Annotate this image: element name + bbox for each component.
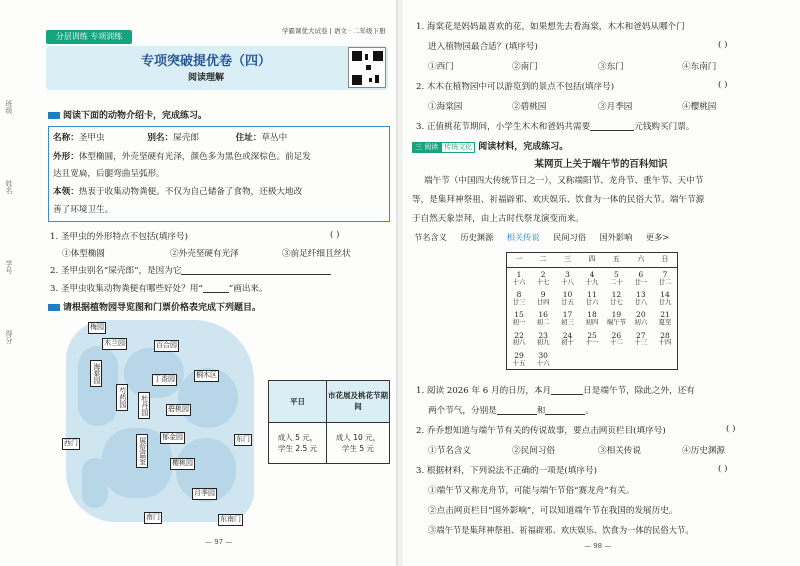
nav-item-customs[interactable]: 民间习俗: [553, 232, 586, 242]
calendar-weekday: 三: [555, 253, 579, 268]
question-2: 2. 圣甲虫别名“屎壳郎”，是因为它: [50, 264, 331, 276]
calendar-day: 6 廿一: [634, 269, 648, 286]
web-nav: [414, 232, 680, 243]
calendar-day: [555, 349, 579, 369]
calendar-day: 19 端午节: [606, 310, 627, 327]
question-3: 3. 正值桃花节期间，小学生木木和爸妈共需要 元钱购买门票。: [416, 122, 695, 132]
gate-south: 南门: [144, 512, 162, 524]
calendar-day: 8 廿三: [512, 289, 526, 306]
page-subtitle: 阅读理解: [187, 73, 224, 83]
option: ①节名含义: [428, 446, 471, 456]
calendar-day: 26 十二: [609, 330, 623, 347]
calendar-day: 30 十六: [536, 350, 550, 367]
price-normal: 成人 5 元， 学生 2.5 元: [269, 422, 327, 464]
option: ②南门: [512, 62, 538, 72]
option: ②外壳坚硬有光泽: [170, 249, 239, 259]
nav-item-abroad[interactable]: 国外影响: [599, 232, 633, 242]
calendar-day: 29 十五: [512, 350, 526, 367]
calendar-day: 16 初二: [536, 310, 550, 327]
calendar-day: 13 廿八: [634, 289, 648, 306]
page-title: 专项突破提优卷（四）: [140, 54, 271, 69]
map-label-mudan: 牡丹园: [138, 392, 150, 419]
june-calendar: [506, 252, 678, 370]
answer-blank[interactable]: [497, 414, 537, 415]
option: ③东门: [598, 62, 624, 72]
calendar-day: [604, 349, 628, 369]
option: ④东南门: [682, 62, 717, 72]
answer-paren[interactable]: ( ): [330, 230, 340, 240]
calendar-day: [653, 349, 677, 369]
question-1: 1. 圣甲虫的外形特点不包括(填序号): [50, 232, 188, 242]
price-header-festival: 市花展及桃花节期间: [327, 381, 390, 423]
map-label-shaoyao: 芍药园: [116, 384, 128, 411]
page-number: — 98 —: [584, 542, 612, 550]
answer-blank[interactable]: [590, 130, 634, 131]
option: ①体型椭圆: [62, 249, 105, 259]
calendar-weekday: 五: [604, 253, 628, 268]
calendar-day: 25 十一: [585, 330, 599, 347]
option: ③相关传说: [598, 446, 641, 456]
calendar-day: 4 十九: [585, 269, 599, 286]
option: ②碧桃园: [512, 102, 547, 112]
qr-code-icon: [348, 47, 386, 88]
header-tag: 分层训练 专项训练: [46, 30, 132, 44]
right-page: 1. 海棠花是妈妈最喜欢的花，如果想先去看海棠，木木和爸妈从哪个门 进入植物园最合适？(填序号) ( ) ①西门 ②南门 ③东门 ④东南门 2. 木木在植物园中可以游览到的景点不包括(填序号) ( ) ①海棠园 ②碧桃园 ③月季园 ④樱桃园 3. 正值桃花节期间，小学生木木和爸妈共需要 元钱购买门票。 三 阅读 传统文化 阅读材料，完成练习。 某网页上关于端午节的百科知识 端午节（中国四大传统节日之一），又称端阳节、龙舟节、重午节、天中节 等，是集拜神祭祖、祈福辟邪、欢庆娱乐、饮食为一体的民俗大节。端午节源 于自然天象崇拜，由上古时代祭龙演变而来。 节名含义 历史渊源 相关传说 民间习俗 国外影响 更多> 一 二 三 四 五 六 日 1 十六 2 十七 3 十八 4 十九 5 二十 6 廿一 7 廿二 8 廿三 9 廿四 10 廿五 11 廿六 12 廿七 13 廿八 14 廿九 15 初一 16 初二 17 初三 18 初四 19 端午节 20 初六 21 夏至 22 初八 23 初九 24 初十 25 十一 26 十二 27 十三 28 十四 29 十五 30 十六 1. 阅读 2026 年 6 月的日历，本月 日是端午节，除此之外，还有 两个节气，分别是 和 。 2. 乔乔想知道与端午节有关的传说故事，要点击网页栏目(填序号) ( ) ①节名含义 ②民间习俗 ③相关传说 ④历史渊源 3. 根据材料，下列说法不正确的一项是(填序号) ( ) ①端午节又称龙舟节，可能与端午节俗“赛龙舟”有关。 ②点击网页栏目“国外影响”，可以知道端午节在我国的发展历史。 ③端午节是集拜神祭祖、祈福辟邪、欢庆娱乐、饮食为一体的民俗大节。 — 98 —: [402, 0, 800, 566]
calendar-weekday: 四: [580, 253, 604, 268]
calendar-day: 27 十三: [634, 330, 648, 347]
answer-blank[interactable]: [545, 414, 585, 415]
calendar-day: 3 十八: [561, 269, 575, 286]
map-label-shuhe: 桐木区: [194, 370, 219, 382]
map-label-yujin: 郁金园: [160, 432, 185, 444]
left-page: [0, 0, 398, 566]
article-paragraph: 端午节（中国四大传统节日之一），又称端阳节、龙舟节、重午节、天中节: [424, 176, 704, 186]
article-title: 某网页上关于端午节的百科知识: [534, 159, 668, 170]
section-heading-3: 三 阅读 传统文化 阅读材料，完成练习。: [412, 139, 568, 150]
answer-paren[interactable]: ( ): [718, 80, 728, 90]
nav-item-more[interactable]: 更多>: [645, 232, 670, 242]
calendar-day: 14 廿九: [658, 289, 672, 306]
map-label-xiti: 樱桃园: [170, 458, 195, 470]
calendar-day: 9 廿四: [536, 289, 550, 306]
answer-paren[interactable]: ( ): [718, 40, 728, 50]
calendar-day: 7 廿二: [658, 269, 672, 286]
garden-map: [58, 318, 264, 530]
calendar-day: 22 初八: [512, 330, 526, 347]
map-label-mulan: 木兰园: [102, 338, 127, 350]
map-label-zhanlan: 展览温室: [136, 434, 148, 468]
calendar-day: 1 十六: [512, 269, 526, 286]
option: ③端午节是集拜神祭祖、祈福辟邪、欢庆娱乐、饮食为一体的民俗大节。: [428, 525, 694, 535]
calendar-weekday: 二: [531, 253, 555, 268]
nav-item-history[interactable]: 历史渊源: [460, 232, 494, 242]
option: ②点击网页栏目“国外影响”，可以知道端午节在我国的发展历史。: [428, 506, 678, 516]
section-heading-1: 阅读下面的动物介绍卡，完成练习。: [48, 108, 207, 121]
gate-east: 东门: [234, 434, 252, 446]
question-r1: 1. 阅读 2026 年 6 月的日历，本月 日是端午节，除此之外，还有: [416, 386, 695, 396]
calendar-day: 12 廿七: [609, 289, 623, 306]
question-1: 1. 海棠花是妈妈最喜欢的花，如果想先去看海棠，木木和爸妈从哪个门: [416, 22, 685, 32]
map-label-dingxiang: 丁香园: [152, 374, 177, 386]
option: ①端午节又称龙舟节，可能与端午节俗“赛龙舟”有关。: [428, 486, 635, 496]
map-label-bilian: 碧桃园: [166, 404, 191, 416]
gate-west: 西门: [62, 438, 80, 450]
binding-margin: 班级 姓名 学号 得分: [5, 100, 13, 344]
calendar-day: 15 初一: [512, 310, 526, 327]
price-header-normal: 平日: [269, 381, 327, 423]
option: ①海棠园: [428, 102, 463, 112]
question-3: 3. 圣甲虫收集动物粪便有哪些好处？用“ ”画出来。: [50, 284, 268, 294]
calendar-day: 10 廿五: [561, 289, 575, 306]
calendar-day: 20 初六: [634, 310, 648, 327]
calendar-day: 5 二十: [609, 269, 623, 286]
nav-item-meaning[interactable]: 节名含义: [414, 232, 447, 242]
option: ①西门: [428, 62, 454, 72]
answer-paren[interactable]: ( ): [718, 464, 728, 474]
calendar-day: 24 初十: [561, 330, 575, 347]
option: ④历史渊源: [682, 446, 725, 456]
question-r3: 3. 根据材料，下列说法不正确的一项是(填序号): [416, 466, 597, 476]
map-label-haitang: 海棠园: [90, 360, 102, 387]
gate-southeast: 东南门: [218, 514, 243, 526]
calendar-day: 2 十七: [536, 269, 550, 286]
calendar-day: 11 廿六: [585, 289, 599, 306]
calendar-day: [580, 349, 604, 369]
page-number: — 97 —: [205, 538, 233, 546]
calendar-weekday: 日: [653, 253, 677, 268]
animal-card: 名称：圣甲虫 别名：屎壳郎 住址：草丛中 外形：体型椭圆，外壳坚硬有光泽，颜色多为黑色或深棕色。前足发 达且宽扁，后腿弯曲呈弧形。 本领：热衷于收集动物粪便。不仅为自己储备了食物，还极大地改 善了环境卫生。: [48, 126, 390, 222]
price-festival: 成人 10 元， 学生 5 元: [327, 422, 390, 464]
answer-blank[interactable]: [551, 394, 583, 395]
nav-item-legend[interactable]: 相关传说: [506, 232, 540, 242]
calendar-day: 18 初四: [585, 310, 599, 327]
calendar-day: 17 初三: [561, 310, 575, 327]
calendar-day: 23 初九: [536, 330, 550, 347]
question-r2: 2. 乔乔想知道与端午节有关的传说故事，要点击网页栏目(填序号): [416, 426, 666, 436]
answer-paren[interactable]: ( ): [726, 424, 736, 434]
answer-blank[interactable]: [181, 274, 331, 275]
title-box: [46, 46, 388, 90]
map-label-yueji: 月季园: [192, 488, 217, 500]
option: ③前足纤细且丝状: [282, 249, 351, 259]
question-2: 2. 木木在植物园中可以游览到的景点不包括(填序号): [416, 82, 615, 92]
map-label-haiyuan: 梅园: [88, 322, 106, 334]
price-table: [268, 380, 390, 464]
option: ③月季园: [598, 102, 633, 112]
calendar-weekday: 一: [507, 253, 531, 268]
calendar-weekday: 六: [629, 253, 653, 268]
calendar-day: [629, 349, 653, 369]
option: ②民间习俗: [512, 446, 555, 456]
map-label-baihe: 百合园: [154, 340, 179, 352]
section-heading-2: 请根据植物园导览图和门票价格表完成下列题目。: [48, 300, 261, 313]
series-title: 学霸课优大试卷 | 语文 · 二年级下册: [282, 27, 386, 35]
calendar-day: 21 夏至: [658, 310, 672, 327]
option: ④樱桃园: [682, 102, 717, 112]
calendar-day: 28 十四: [658, 330, 672, 347]
